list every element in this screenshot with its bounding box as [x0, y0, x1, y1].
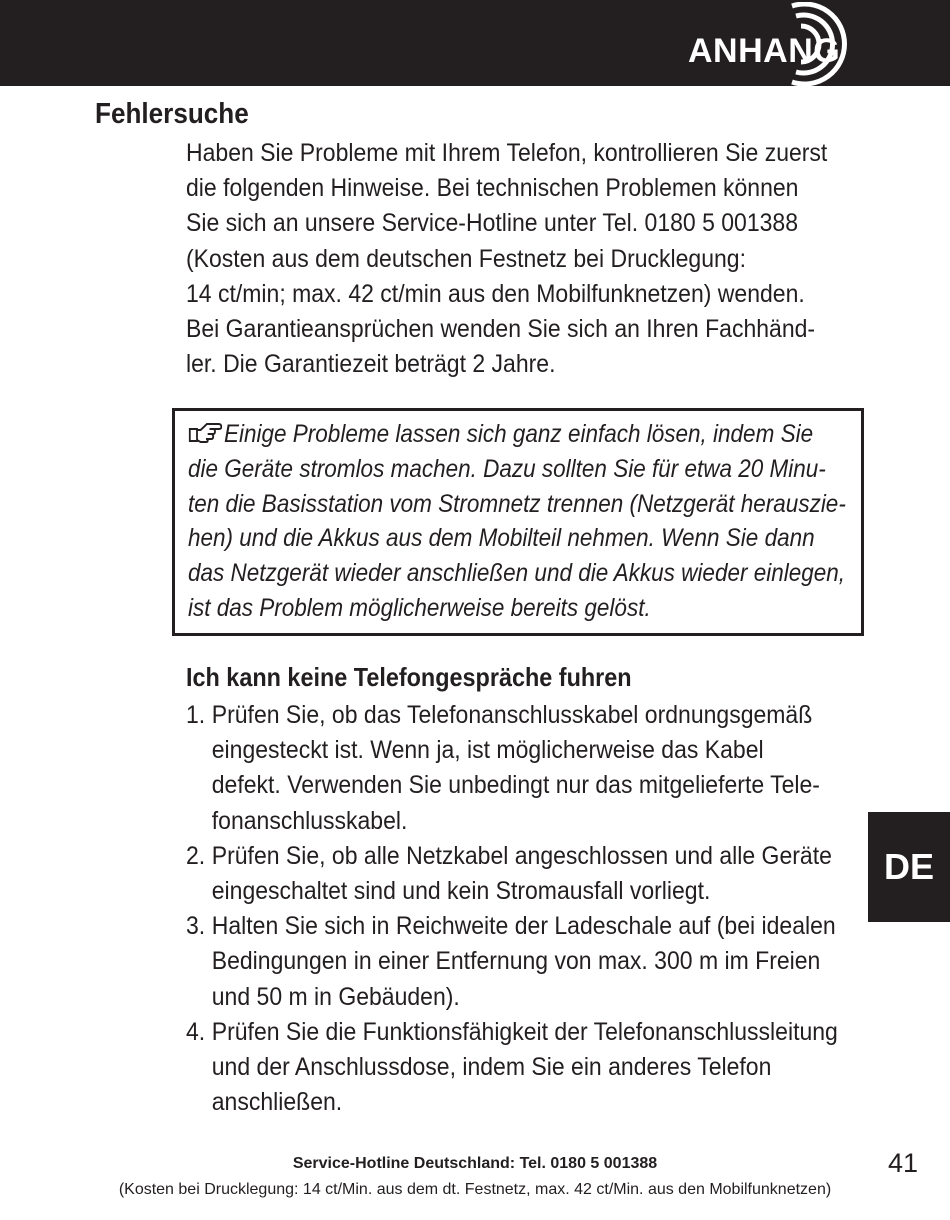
step-number: 4.	[186, 1017, 206, 1046]
section-label: ANHANG	[688, 32, 841, 70]
list-item	[186, 909, 848, 1015]
step-line: und 50 m in Gebäuden).	[211, 982, 460, 1011]
intro-line: Sie sich an unsere Service-Hotline unter Tel. 0180 5 001388	[186, 209, 799, 238]
note-line: ist das Problem möglicherweise bereits gelöst.	[188, 593, 651, 622]
page-title: Fehlersuche	[95, 98, 249, 130]
intro-line: 14 ct/min; max. 42 ct/min aus den Mobilfunknetzen) wenden.	[186, 279, 805, 308]
intro-line: Haben Sie Probleme mit Ihrem Telefon, kontrollieren Sie zuerst	[186, 139, 828, 167]
note-line: hen) und die Akkus aus dem Mobilteil nehmen. Wenn Sie dann	[188, 524, 815, 553]
note-box	[172, 408, 864, 636]
header-bar	[0, 0, 950, 86]
step-line: Prüfen Sie, ob alle Netzkabel angeschlossen und alle Geräte	[211, 841, 832, 870]
step-line: Prüfen Sie, ob das Telefonanschlusskabel ordnungsgemäß	[211, 701, 813, 729]
intro-line: ler. Die Garantiezeit beträgt 2 Jahre.	[186, 350, 556, 379]
step-line: anschließen.	[211, 1088, 343, 1117]
step-line: Prüfen Sie die Funktionsfähigkeit der Telefonanschlussleitung	[211, 1017, 838, 1046]
step-line: fonanschlusskabel.	[211, 806, 408, 835]
language-tab: DE	[868, 812, 950, 922]
footer-costs: (Kosten bei Drucklegung: 14 ct/Min. aus dem dt. Festnetz, max. 42 ct/Min. aus den Mobilfunknetzen)	[118, 1181, 832, 1198]
step-number: 2.	[186, 841, 206, 870]
note-line: die Geräte stromlos machen. Dazu sollten Sie für etwa 20 Minu-	[188, 454, 826, 483]
troubleshooting-steps	[186, 698, 848, 1120]
footer-hotline: Service-Hotline Deutschland: Tel. 0180 5 001388	[292, 1155, 658, 1172]
intro-line: die folgenden Hinweise. Bei technischen Problemen können	[186, 174, 799, 203]
step-line: eingeschaltet sind und kein Stromausfall vorliegt.	[211, 877, 711, 906]
page-number: 41	[888, 1148, 919, 1178]
pointing-hand-icon	[188, 421, 222, 443]
step-line: eingesteckt ist. Wenn ja, ist möglicherweise das Kabel	[211, 736, 764, 765]
step-line: Halten Sie sich in Reichweite der Ladeschale auf (bei idealen	[211, 912, 836, 941]
note-line: das Netzgerät wieder anschließen und die Akkus wieder einlegen,	[188, 559, 846, 588]
intro-paragraph	[186, 136, 828, 382]
intro-line: (Kosten aus dem deutschen Festnetz bei Drucklegung:	[186, 244, 746, 273]
note-line: Einige Probleme lassen sich ganz einfach lösen, indem Sie	[188, 417, 818, 452]
list-item	[186, 698, 848, 839]
list-item	[186, 1015, 848, 1121]
step-number: 3.	[186, 912, 206, 941]
list-item	[186, 839, 848, 909]
section-subheading: Ich kann keine Telefongespräche fuhren	[186, 662, 632, 692]
step-line: defekt. Verwenden Sie unbedingt nur das mitgelieferte Tele-	[211, 771, 820, 800]
intro-line: Bei Garantieansprüchen wenden Sie sich an Ihren Fachhänd-	[186, 315, 816, 344]
step-line: und der Anschlussdose, indem Sie ein anderes Telefon	[211, 1053, 772, 1082]
note-text	[188, 417, 846, 626]
step-line: Bedingungen in einer Entfernung von max. 300 m im Freien	[211, 947, 821, 976]
note-line: ten die Basisstation vom Stromnetz trennen (Netzgerät herauszie-	[188, 489, 846, 518]
brand-rings-icon	[772, 2, 862, 86]
step-number: 1.	[186, 701, 206, 729]
